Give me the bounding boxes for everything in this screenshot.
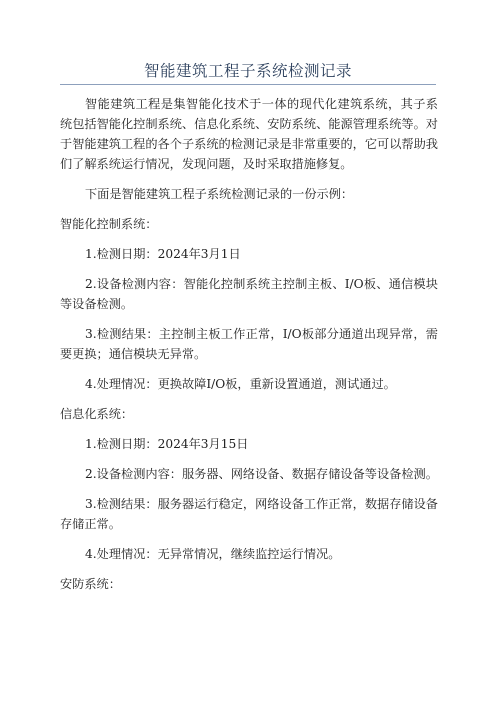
list-item: 3.检测结果：服务器运行稳定，网络设备工作正常，数据存储设备存储正常。	[60, 497, 438, 531]
section-heading-information: 信息化系统：	[60, 407, 134, 421]
list-item: 2.设备检测内容：智能化控制系统主控制主板、I/O板、通信模块等设备检测。	[60, 277, 438, 311]
document-body	[60, 94, 438, 604]
list-item: 1.检测日期：2024年3月1日	[85, 247, 241, 261]
section-heading-security: 安防系统：	[60, 577, 121, 591]
list-item: 3.检测结果：主控制主板工作正常，I/O板部分通道出现异常，需要更换；通信模块无异常。	[60, 327, 438, 361]
title-underline	[60, 84, 436, 85]
section-heading-control: 智能化控制系统：	[60, 217, 158, 231]
lead-paragraph: 下面是智能建筑工程子系统检测记录的一份示例：	[85, 187, 354, 201]
list-item: 4.处理情况：无异常情况，继续监控运行情况。	[85, 547, 341, 561]
list-item: 2.设备检测内容：服务器、网络设备、数据存储设备等设备检测。	[85, 467, 438, 481]
document-title: 智能建筑工程子系统检测记录	[143, 62, 352, 80]
list-item: 1.检测日期：2024年3月15日	[85, 437, 249, 451]
intro-paragraph: 智能建筑工程是集智能化技术于一体的现代化建筑系统，其子系统包括智能化控制系统、信息化系统、安防系统、能源管理系统等。对于智能建筑工程的各个子系统的检测记录是非常重要的，它可以帮助我们了解系统运行情况，发现问题，及时采取措施修复。	[60, 97, 438, 171]
list-item: 4.处理情况：更换故障I/O板，重新设置通道，测试通过。	[85, 377, 396, 391]
